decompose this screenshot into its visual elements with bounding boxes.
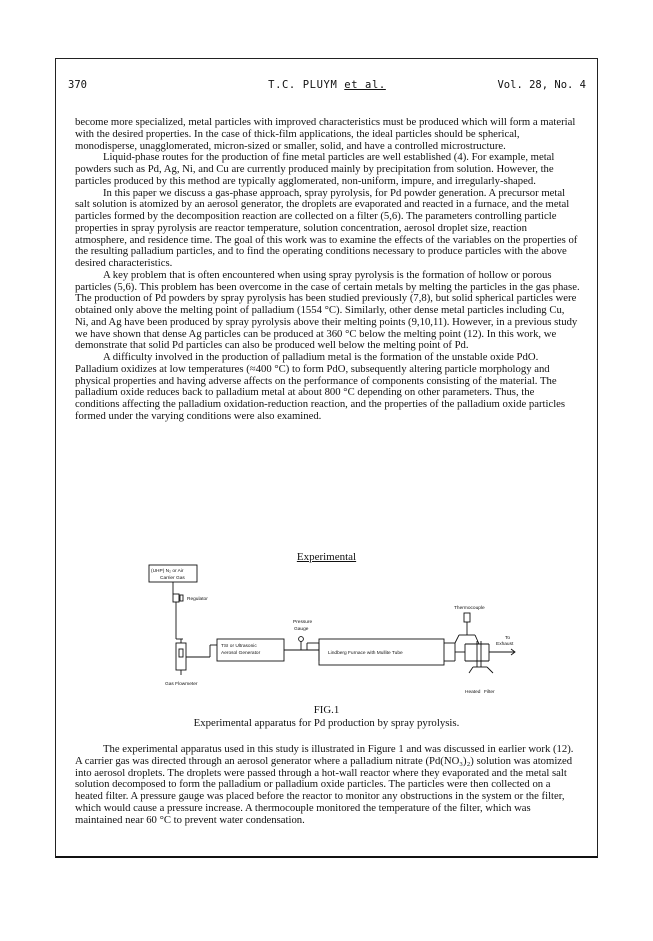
exhaust-label: Exhaust	[496, 642, 514, 647]
pressure-label: Pressure	[293, 620, 313, 625]
figure-caption: Experimental apparatus for Pd production by spray pyrolysis.	[193, 717, 460, 729]
gas-label-2: Carrier Gas	[160, 576, 185, 581]
flowmeter-icon	[176, 643, 186, 670]
body-text-lower	[75, 744, 580, 826]
paragraph-5: A difficulty involved in the production of palladium metal is the formation of the unstable oxide PdO. Palladium oxidizes at low temperatures (≈400 °C) to form PdO, subsequently altering particle morphology and physical properties and having adverse affects on the performance of components consisting of the material. The palladium oxide reduces back to palladium metal at about 800 °C depending on other parameters. Thus, the conditions affecting the palladium oxidation-reduction reaction, and the properties of the palladium oxide particles formed under the varying conditions were also examined.	[75, 351, 566, 422]
generator-label-2: Aerosol Generator	[221, 651, 261, 656]
gas-label-1: (UHP) N₂ or Air	[151, 569, 184, 574]
gauge-label: Gauge	[294, 627, 309, 632]
paragraph-1: become more specialized, metal particles with improved characteristics must be produced which will form a material with the desired properties. In the case of thick-film applications, the ideal particles should be spherical, monodisperse, unagglomerated, micron-sized or smaller, solid, and have a controlled microstructure.	[75, 116, 576, 152]
figure-label: FIG.1	[313, 704, 340, 716]
author-names: T.C. PLUYM	[268, 79, 338, 91]
paragraph-6: The experimental apparatus used in this study is illustrated in Figure 1 and was discussed in earlier work (12). A carrier gas was directed through an aerosol generator where a palladium nitrate (Pd(NO₃)₂) solution was atomized into aerosol droplets. The droplets were passed through a hot-wall reactor where they evaporated and the metal salt solution decomposed to form the palladium or palladium oxide particles. The particles were then collected on a heated filter. A pressure gauge was placed before the reactor to monitor any obstructions in the system or the filter, which would cause a pressure increase. A thermocouple monitored the temperature of the filter, which was maintained near 60 °C to prevent water condensation.	[75, 743, 574, 826]
et-al: et al.	[344, 79, 386, 91]
filter-label: Filter	[484, 690, 495, 695]
flowmeter-label: Gas Flowmeter	[165, 682, 198, 687]
paragraph-2: Liquid-phase routes for the production of fine metal particles are well established (4). For example, metal powders such as Pd, Ag, Ni, and Cu are currently produced mainly by precipitation from solution. However, the particles produced by this method are typically agglomerated, non-uniform, impure, and irregularly-shaped.	[75, 151, 555, 187]
running-header	[68, 79, 586, 95]
generator-label-1: TSI or Ultrasonic	[221, 644, 257, 649]
regulator-icon	[173, 594, 179, 602]
page-number: 370	[68, 79, 87, 91]
paragraph-4: A key problem that is often encountered when using spray pyrolysis is the formation of hollow or porous particles (5,6). This problem has been overcome in the case of certain metals by melting the particles in the gas phase. The production of Pd powders by spray pyrolysis has been studied previously (7,8), but solid spherical particles were obtained only above the melting point of palladium (1554 °C). Similarly, other dense metal particles including Cu, Ni, and Ag have been produced by spray pyrolysis above their melting points (9,10,11). However, in a previous study we have shown that dense Ag particles can be produced at 360 °C below the melting point (12). In this work, we demonstrate that solid Pd particles can also be produced well below the melting point of Pd.	[75, 268, 580, 352]
apparatus-diagram	[143, 563, 523, 699]
section-heading: Experimental	[296, 551, 357, 563]
pressure-gauge-icon	[299, 637, 304, 642]
paragraph-3: In this paper we discuss a gas-phase approach, spray pyrolysis, for Pd powder generation. A precursor metal salt solution is atomized by an aerosol generator, the droplets are evaporated and reacted in a furnace, and the metal particles formed by the decomposition reaction are collected on a filter (5,6). The parameters controlling particle properties in spray pyrolysis are reactor temperature, solution concentration, aerosol droplet size, reaction atmosphere, and residence time. The goal of this work was to examine the effects of the variables on the properties of the resulting palladium particles, and to find the operating conditions necessary to produce particles with the above desired characteristics.	[75, 186, 578, 269]
body-text-upper	[75, 117, 580, 423]
thermocouple-label: Thermocouple	[454, 606, 485, 611]
thermocouple-icon	[464, 613, 470, 622]
heated-label: Heated	[465, 690, 481, 695]
regulator-label: Regulator	[187, 597, 208, 602]
to-label: To	[505, 636, 511, 641]
volume-info: Vol. 28, No. 4	[497, 79, 586, 91]
furnace-label: Lindberg Furnace with Mullite Tube	[328, 651, 403, 656]
aerosol-generator-box	[217, 639, 284, 661]
